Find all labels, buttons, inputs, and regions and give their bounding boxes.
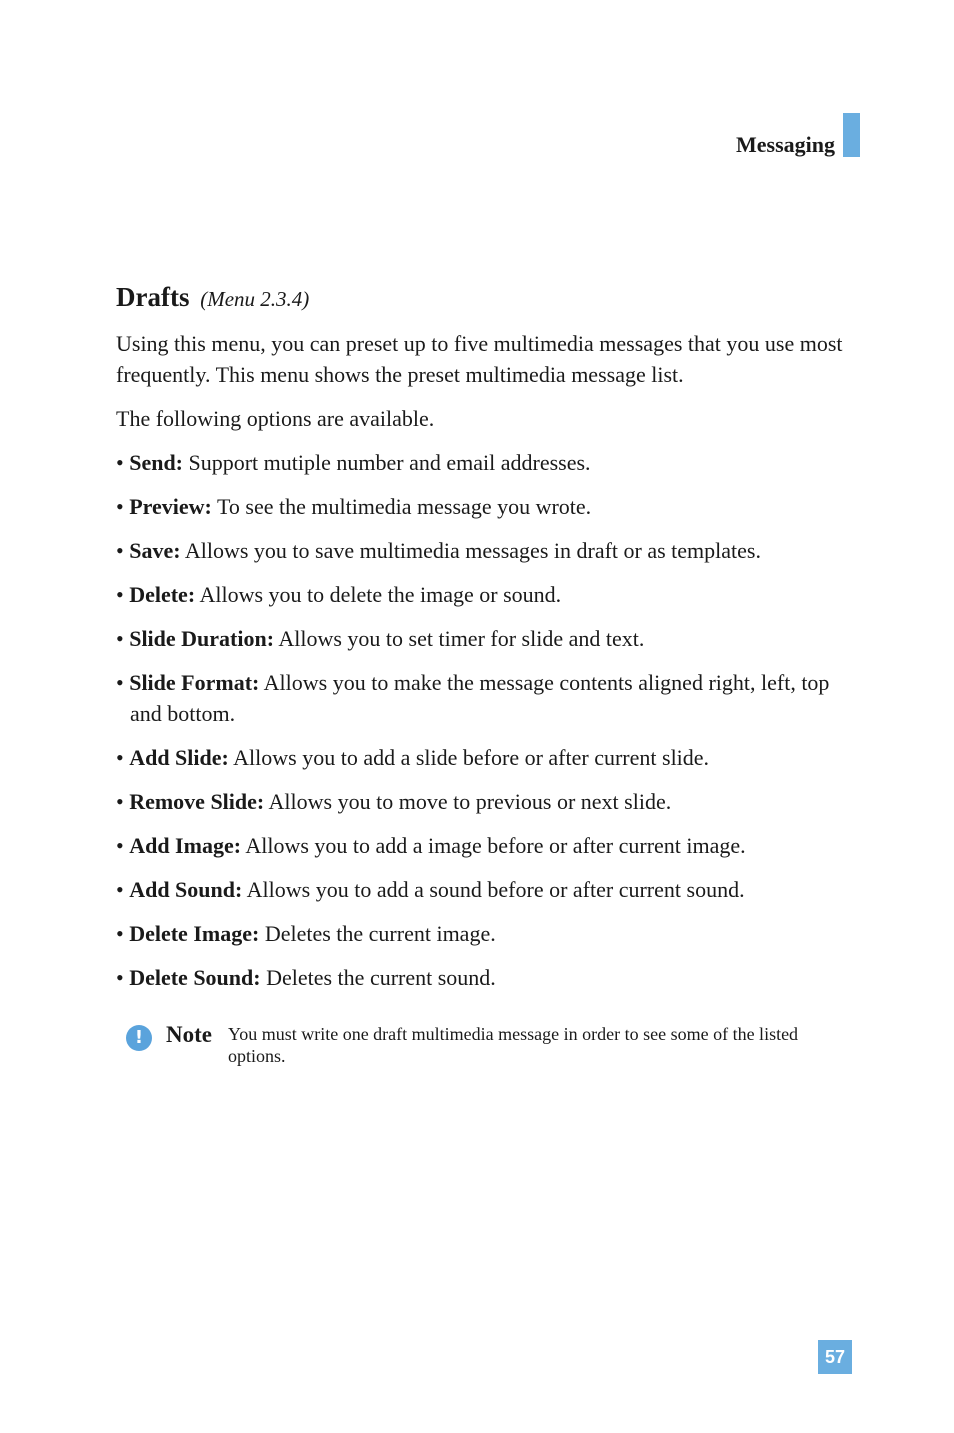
option-description: Support mutiple number and email addresses. — [188, 450, 591, 475]
option-term: Delete: — [129, 582, 196, 607]
section-heading — [116, 280, 856, 316]
chapter-tab-marker — [843, 113, 860, 157]
option-description: Allows you to make the message contents aligned right, left, top and bottom. — [130, 670, 830, 726]
option-term: Slide Format: — [129, 670, 260, 695]
option-term: Add Sound: — [129, 877, 243, 902]
list-item: • Add Image: Allows you to add a image before or after current image. — [116, 833, 746, 858]
list-item: • Save: Allows you to save multimedia messages in draft or as templates. — [116, 538, 761, 563]
option-description: Allows you to add a image before or after current image. — [245, 833, 746, 858]
section-title: Drafts — [116, 282, 190, 312]
list-item: • Remove Slide: Allows you to move to previous or next slide. — [116, 789, 672, 814]
option-term: Delete Sound: — [129, 965, 261, 990]
main-content — [116, 280, 856, 1067]
option-description: Deletes the current image. — [264, 921, 496, 946]
option-term: Add Slide: — [129, 745, 229, 770]
list-item: • Add Sound: Allows you to add a sound before or after current sound. — [116, 877, 745, 902]
note-label: Note — [166, 1022, 212, 1047]
option-description: Allows you to set timer for slide and text. — [278, 626, 645, 651]
intro-paragraph: Using this menu, you can preset up to five multimedia messages that you use most frequently. This menu shows the preset multimedia message list. — [116, 331, 843, 387]
chapter-title: Messaging — [736, 132, 835, 157]
option-description: Deletes the current sound. — [266, 965, 496, 990]
option-term: Save: — [129, 538, 181, 563]
list-item: • Slide Duration: Allows you to set timer for slide and text. — [116, 626, 645, 651]
option-term: Delete Image: — [129, 921, 260, 946]
option-term: Send: — [129, 450, 183, 475]
option-term: Preview: — [129, 494, 212, 519]
option-term: Remove Slide: — [129, 789, 265, 814]
note-box — [116, 1023, 856, 1067]
menu-reference: (Menu 2.3.4) — [200, 287, 310, 311]
option-description: Allows you to save multimedia messages in draft or as templates. — [184, 538, 761, 563]
options-list — [116, 447, 856, 993]
option-term: Slide Duration: — [129, 626, 275, 651]
option-description: Allows you to add a sound before or after current sound. — [246, 877, 745, 902]
option-description: Allows you to delete the image or sound. — [199, 582, 562, 607]
list-item: • Preview: To see the multimedia message you wrote. — [116, 494, 592, 519]
list-item: • Slide Format: Allows you to make the message contents aligned right, left, top and bottom. — [116, 670, 830, 726]
option-description: Allows you to add a slide before or after current slide. — [233, 745, 710, 770]
list-item: • Add Slide: Allows you to add a slide before or after current slide. — [116, 745, 710, 770]
list-item: • Delete: Allows you to delete the image or sound. — [116, 582, 562, 607]
exclamation-icon: ! — [126, 1025, 152, 1051]
list-item: • Send: Support mutiple number and email addresses. — [116, 450, 591, 475]
list-item: • Delete Image: Deletes the current image. — [116, 921, 496, 946]
list-item: • Delete Sound: Deletes the current sound. — [116, 965, 496, 990]
option-description: To see the multimedia message you wrote. — [216, 494, 592, 519]
option-description: Allows you to move to previous or next slide. — [268, 789, 672, 814]
option-term: Add Image: — [129, 833, 242, 858]
note-text: You must write one draft multimedia message in order to see some of the listed options. — [228, 1024, 799, 1066]
page-number: 57 — [818, 1340, 852, 1374]
options-lead: The following options are available. — [116, 406, 435, 431]
